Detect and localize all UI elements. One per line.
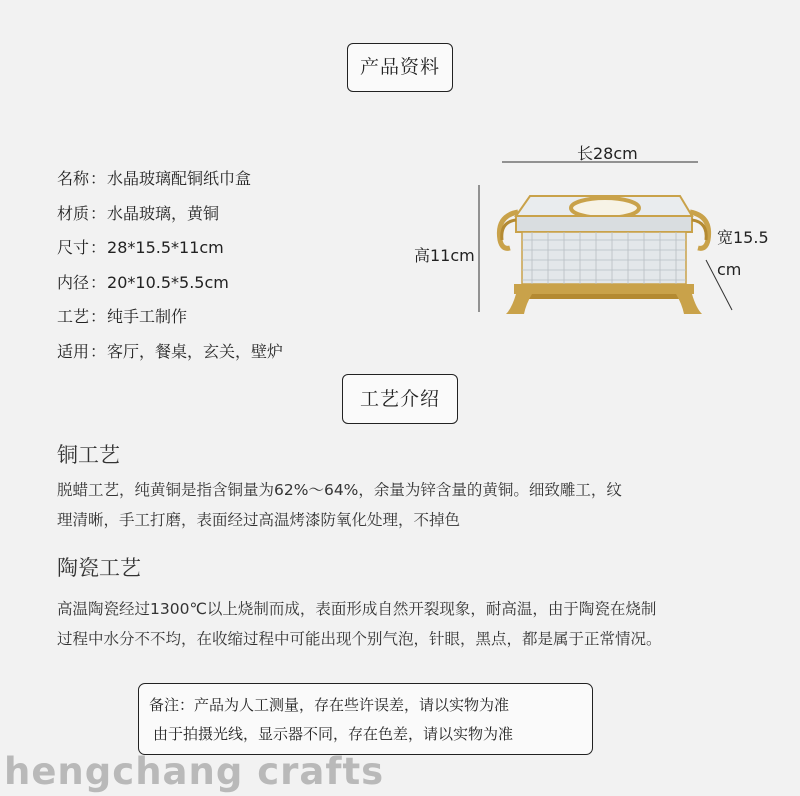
spec-list <box>57 165 387 372</box>
length-label: 长28cm <box>577 144 638 163</box>
copper-craft-text <box>57 475 757 535</box>
spec-label: 名称 <box>57 169 90 188</box>
spec-value: 纯手工制作 <box>107 307 188 326</box>
spec-value: 水晶玻璃配铜纸巾盒 <box>107 169 252 188</box>
spec-value: 客厅，餐桌，玄关，壁炉 <box>107 341 284 361</box>
spec-row-name: 名称：水晶玻璃配铜纸巾盒 <box>57 169 252 188</box>
spec-row-inner-size: 内径：20*10.5*5.5cm <box>57 272 229 292</box>
spec-label: 工艺 <box>57 307 90 326</box>
spec-row-material: 材质：水晶玻璃，黄铜 <box>57 203 220 223</box>
spec-row-craft: 工艺：纯手工制作 <box>57 307 188 326</box>
width-label: 宽15.5 <box>717 228 769 247</box>
note-line: 由于拍摄光线，显示器不同，存在色差，请以实物为准 <box>153 725 514 743</box>
product-info-title: 产品资料 <box>347 43 453 92</box>
note-box <box>138 683 593 755</box>
height-label: 高11cm <box>414 246 475 265</box>
watermark: hengchang crafts <box>4 750 385 793</box>
copper-text-line: 理清晰，手工打磨，表面经过高温烤漆防氧化处理，不掉色 <box>57 511 461 529</box>
copper-text-line: 脱蜡工艺，纯黄铜是指含铜量为62%～64%，余量为锌含量的黄铜。细致雕工，纹 <box>57 481 622 499</box>
spec-value: 20*10.5*5.5cm <box>107 272 229 292</box>
spec-row-size: 尺寸：28*15.5*11cm <box>57 238 224 257</box>
copper-craft-heading: 铜工艺 <box>57 443 120 467</box>
ceramic-craft-heading: 陶瓷工艺 <box>57 556 141 580</box>
ceramic-craft-text <box>57 594 757 654</box>
spec-value: 水晶玻璃，黄铜 <box>107 203 220 223</box>
craft-intro-title: 工艺介绍 <box>342 374 458 424</box>
spec-label: 尺寸 <box>57 238 90 257</box>
spec-label: 材质 <box>57 203 90 223</box>
note-line: 备注：产品为人工测量，存在些许误差，请以实物为准 <box>149 696 510 714</box>
ceramic-text-line: 过程中水分不不均，在收缩过程中可能出现个别气泡，针眼，黑点，都是属于正常情况。 <box>57 630 662 648</box>
spec-row-usage: 适用：客厅，餐桌，玄关，壁炉 <box>57 341 284 361</box>
ceramic-text-line: 高温陶瓷经过1300℃以上烧制而成，表面形成自然开裂现象，耐高温，由于陶瓷在烧制 <box>57 600 657 618</box>
spec-value: 28*15.5*11cm <box>107 238 224 257</box>
tissue-box <box>499 196 708 314</box>
width-unit-label: cm <box>717 260 742 279</box>
spec-label: 内径 <box>57 272 90 292</box>
spec-label: 适用 <box>57 341 90 361</box>
